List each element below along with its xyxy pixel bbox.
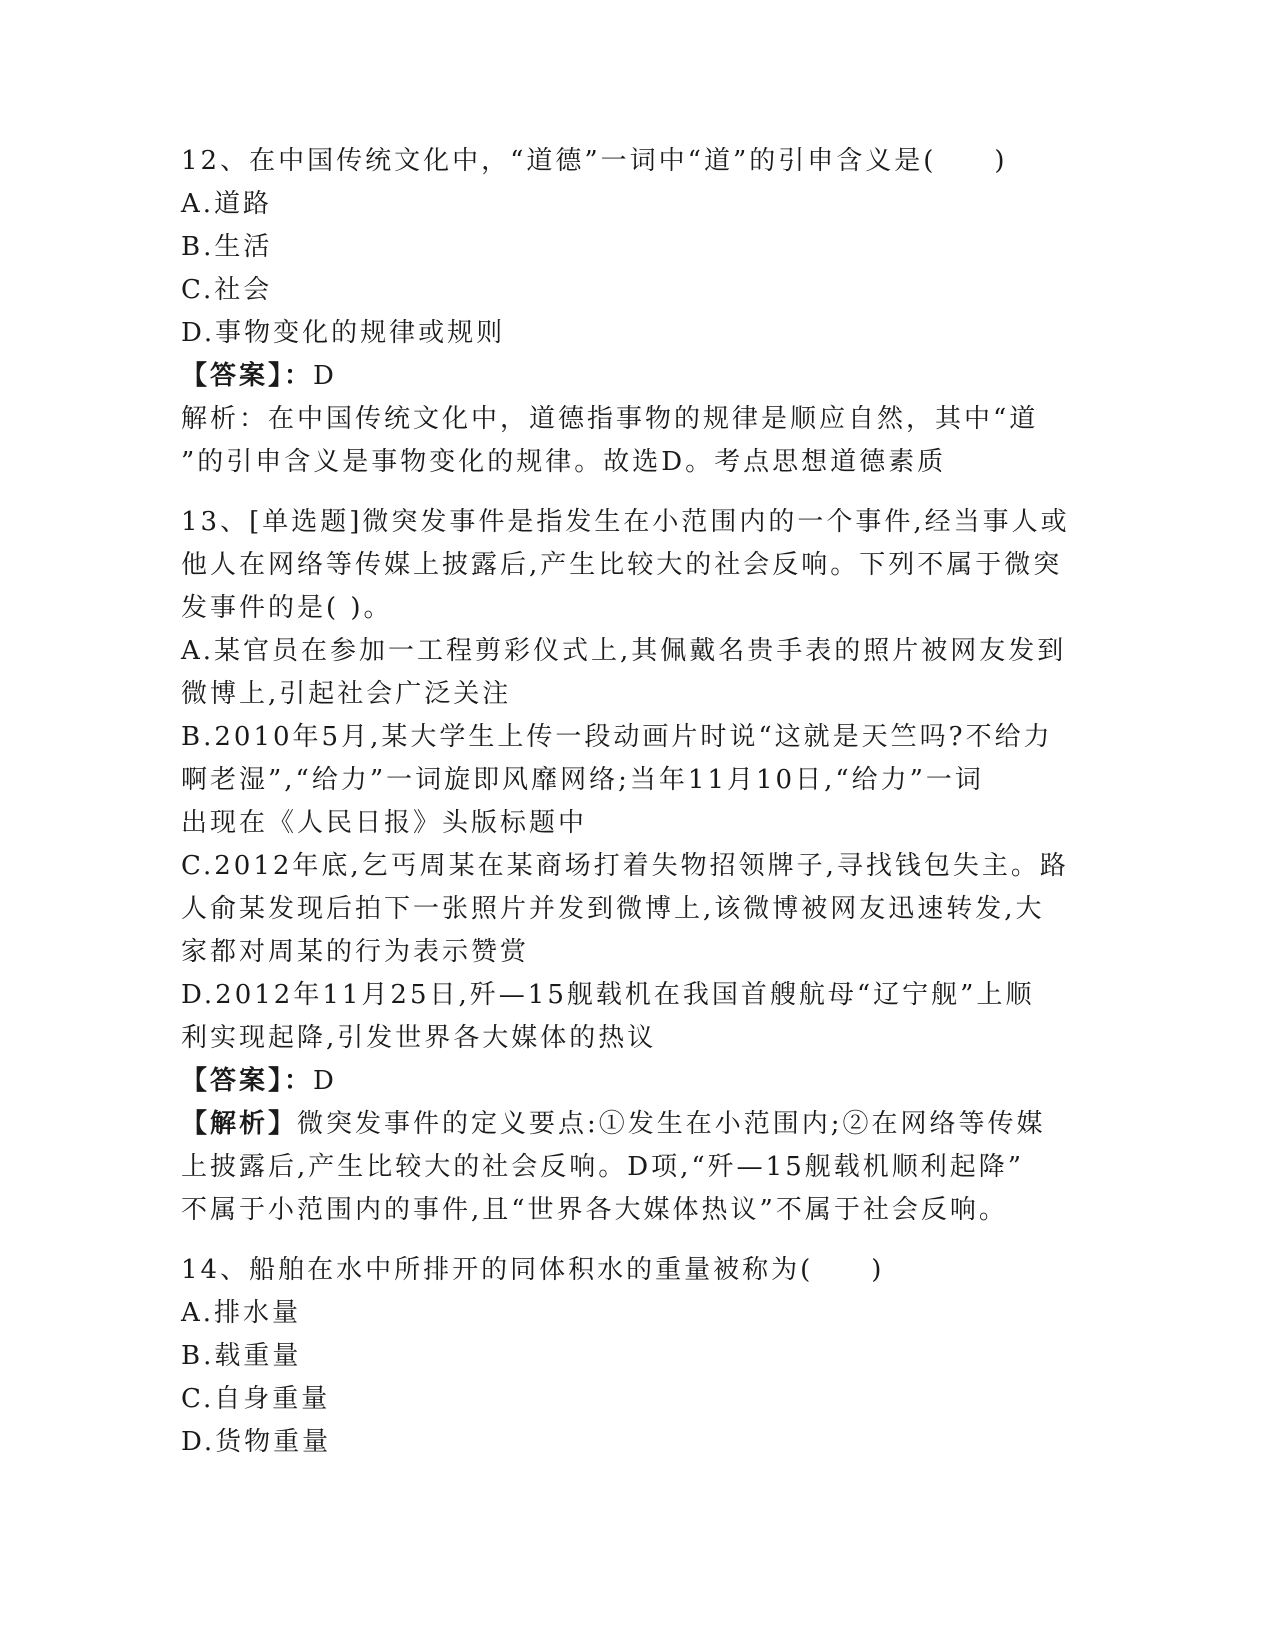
answer-line — [181, 355, 1081, 398]
option-d: D.货物重量 — [181, 1427, 332, 1457]
option-b: B.生活 — [181, 232, 273, 262]
option-c: 家都对周某的行为表示赞赏 — [181, 937, 530, 967]
option-b: 出现在《人民日报》头版标题中 — [181, 808, 588, 838]
question-stem: 13、[单选题]微突发事件是指发生在小范围内的一个事件,经当事人或 — [181, 507, 1070, 537]
option-a: A.某官员在参加一工程剪彩仪式上,其佩戴名贵手表的照片被网友发到 — [181, 636, 1067, 666]
analysis-line: 不属于小范围内的事件,且“世界各大媒体热议”不属于社会反响。 — [181, 1195, 1008, 1225]
analysis-text: 微突发事件的定义要点:①发生在小范围内;②在网络等传媒 — [297, 1109, 1046, 1139]
answer-value: D — [313, 1066, 337, 1096]
option-a: 微博上,引起社会广泛关注 — [181, 679, 512, 709]
document-page — [181, 140, 1081, 1464]
option-c: C.社会 — [181, 275, 273, 305]
option-a: A.排水量 — [181, 1298, 302, 1328]
option-a: A.道路 — [181, 189, 273, 219]
answer-value: D — [313, 361, 337, 391]
analysis-line: 上披露后,产生比较大的社会反响。D项,“歼—15舰载机顺利起降” — [181, 1152, 1025, 1182]
option-d: D.2012年11月25日,歼—15舰载机在我国首艘航母“辽宁舰”上顺 — [181, 980, 1035, 1010]
option-c: 人俞某发现后拍下一张照片并发到微博上,该微博被网友迅速转发,大 — [181, 894, 1045, 924]
option-d: D.事物变化的规律或规则 — [181, 318, 506, 348]
analysis-line: 解析：在中国传统文化中，道德指事物的规律是顺应自然，其中“道 — [181, 404, 1039, 434]
question-12 — [181, 140, 1081, 484]
option-c: C.自身重量 — [181, 1384, 331, 1414]
answer-line — [181, 1060, 1081, 1103]
analysis-line: ”的引申含义是事物变化的规律。故选D。考点思想道德素质 — [181, 447, 947, 477]
option-b: B.载重量 — [181, 1341, 302, 1371]
question-stem: 发事件的是( )。 — [181, 593, 393, 623]
question-14 — [181, 1249, 1081, 1464]
question-stem: 他人在网络等传媒上披露后,产生比较大的社会反响。下列不属于微突 — [181, 550, 1063, 580]
option-d: 利实现起降,引发世界各大媒体的热议 — [181, 1023, 657, 1053]
answer-label: 【答案】： — [181, 361, 314, 391]
answer-label: 【答案】： — [181, 1066, 314, 1096]
question-13 — [181, 501, 1081, 1232]
option-b: B.2010年5月,某大学生上传一段动画片时说“这就是天竺吗?不给力 — [181, 722, 1053, 752]
analysis-label: 【解析】 — [181, 1109, 298, 1139]
option-c: C.2012年底,乞丐周某在某商场打着失物招领牌子,寻找钱包失主。路 — [181, 851, 1069, 881]
option-b: 啊老湿”,“给力”一词旋即风靡网络;当年11月10日,“给力”一词 — [181, 765, 984, 795]
question-stem: 12、在中国传统文化中，“道德”一词中“道”的引申含义是( ) — [181, 146, 1008, 176]
question-stem: 14、船舶在水中所排开的同体积水的重量被称为( ) — [181, 1255, 885, 1285]
analysis-line — [181, 1103, 1081, 1146]
